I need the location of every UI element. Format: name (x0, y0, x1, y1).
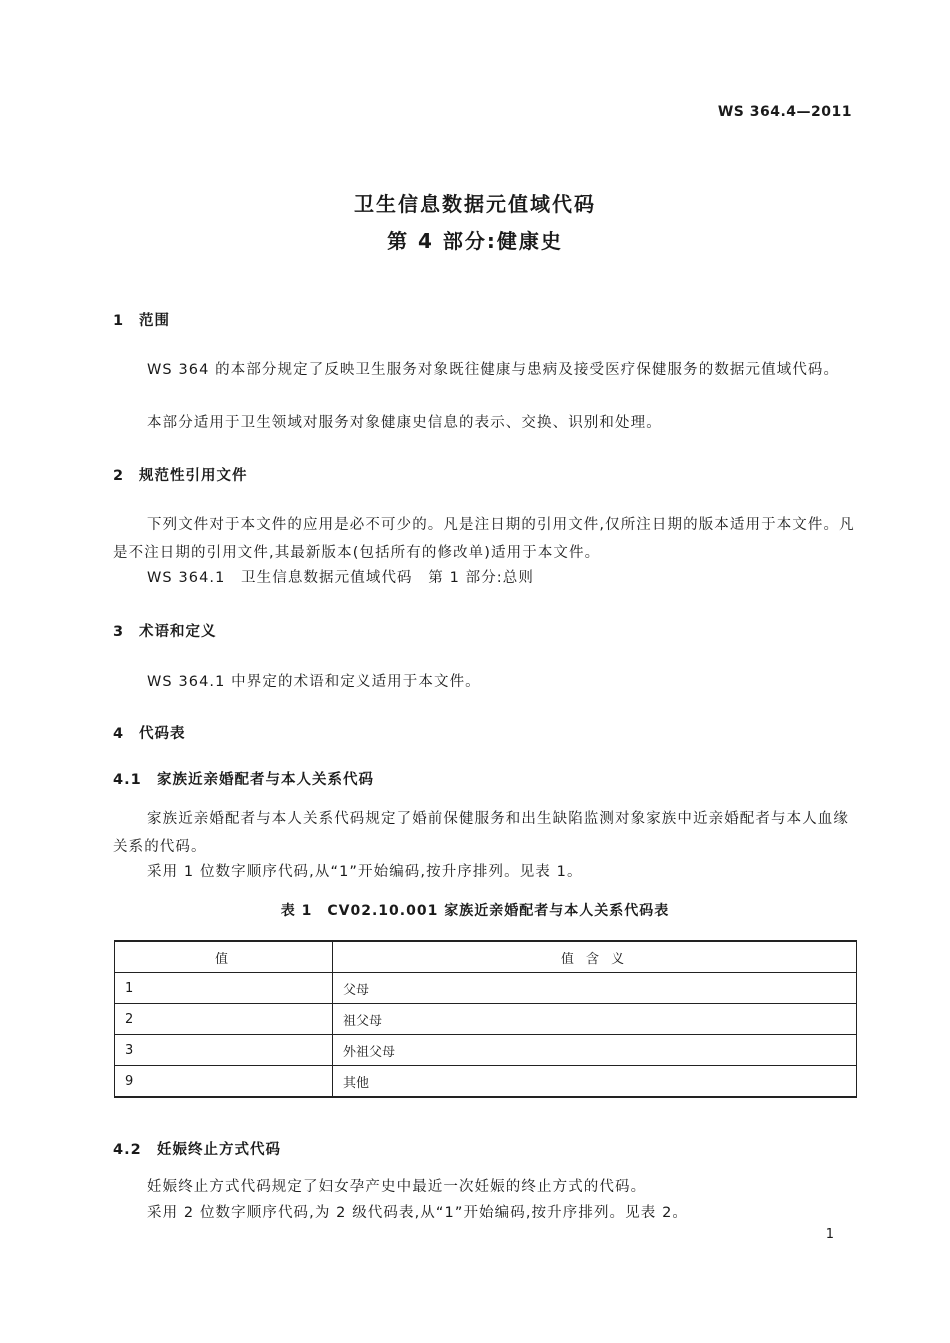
subsection-number: 4.2 (113, 1142, 142, 1158)
section-3-heading (113, 620, 217, 641)
table-1-caption: 表 1 CV02.10.001 家族近亲婚配者与本人关系代码表 (280, 903, 670, 919)
code-table-1 (114, 940, 857, 1098)
subsection-4-2-paragraph-1: 妊娠终止方式代码规定了妇女孕产史中最近一次妊娠的终止方式的代码。 (147, 1179, 647, 1195)
subsection-4-2-paragraph-2: 采用 2 位数字顺序代码,为 2 级代码表,从“1”开始编码,按升序排列。见表 2。 (147, 1205, 688, 1221)
cell-meaning: 祖父母 (333, 1004, 857, 1035)
cell-meaning: 外祖父母 (333, 1035, 857, 1066)
column-header-meaning: 值 含 义 (333, 941, 857, 973)
subsection-4-1-paragraph-1: 家族近亲婚配者与本人关系代码规定了婚前保健服务和出生缺陷监测对象家族中近亲婚配者与本人血缘关系的代码。 (113, 811, 849, 855)
normative-reference: WS 364.1 卫生信息数据元值域代码 第 1 部分:总则 (147, 570, 534, 586)
subsection-4-1-paragraph-2: 采用 1 位数字顺序代码,从“1”开始编码,按升序排列。见表 1。 (147, 864, 583, 880)
section-number: 1 (113, 313, 125, 329)
subsection-number: 4.1 (113, 772, 142, 788)
cell-meaning: 父母 (333, 973, 857, 1004)
section-title: 规范性引用文件 (139, 468, 248, 484)
subsection-4-1-heading (113, 768, 374, 789)
cell-value: 1 (115, 973, 333, 1004)
table-row (115, 1004, 857, 1035)
cell-meaning: 其他 (333, 1066, 857, 1098)
subsection-4-2-heading (113, 1138, 281, 1159)
section-title: 代码表 (139, 726, 186, 742)
section-2-heading (113, 464, 248, 485)
cell-value: 3 (115, 1035, 333, 1066)
document-subtitle: 第 4 部分:健康史 (387, 229, 563, 253)
standard-code: WS 364.4—2011 (717, 104, 852, 120)
section-title: 术语和定义 (139, 624, 217, 640)
document-title: 卫生信息数据元值域代码 (354, 192, 596, 216)
section-4-heading (113, 722, 186, 743)
section-3-paragraph-1: WS 364.1 中界定的术语和定义适用于本文件。 (147, 674, 481, 690)
column-header-value: 值 (115, 941, 333, 973)
page-number: 1 (825, 1227, 834, 1242)
section-title: 范围 (139, 313, 170, 329)
section-1-heading (113, 309, 170, 330)
section-number: 4 (113, 726, 125, 742)
subsection-title: 家族近亲婚配者与本人关系代码 (157, 772, 374, 788)
section-2-paragraph-1: 下列文件对于本文件的应用是必不可少的。凡是注日期的引用文件,仅所注日期的版本适用于本文件。凡是不注日期的引用文件,其最新版本(包括所有的修改单)适用于本文件。 (113, 517, 855, 561)
section-number: 3 (113, 624, 125, 640)
section-1-paragraph-2: 本部分适用于卫生领域对服务对象健康史信息的表示、交换、识别和处理。 (147, 415, 662, 431)
cell-value: 9 (115, 1066, 333, 1098)
section-1-paragraph-1: WS 364 的本部分规定了反映卫生服务对象既往健康与患病及接受医疗保健服务的数据元值域代码。 (147, 362, 840, 378)
table-row (115, 973, 857, 1004)
cell-value: 2 (115, 1004, 333, 1035)
section-number: 2 (113, 468, 125, 484)
table-row (115, 1035, 857, 1066)
table-header-row (115, 941, 857, 973)
subsection-title: 妊娠终止方式代码 (157, 1142, 281, 1158)
table-row (115, 1066, 857, 1098)
